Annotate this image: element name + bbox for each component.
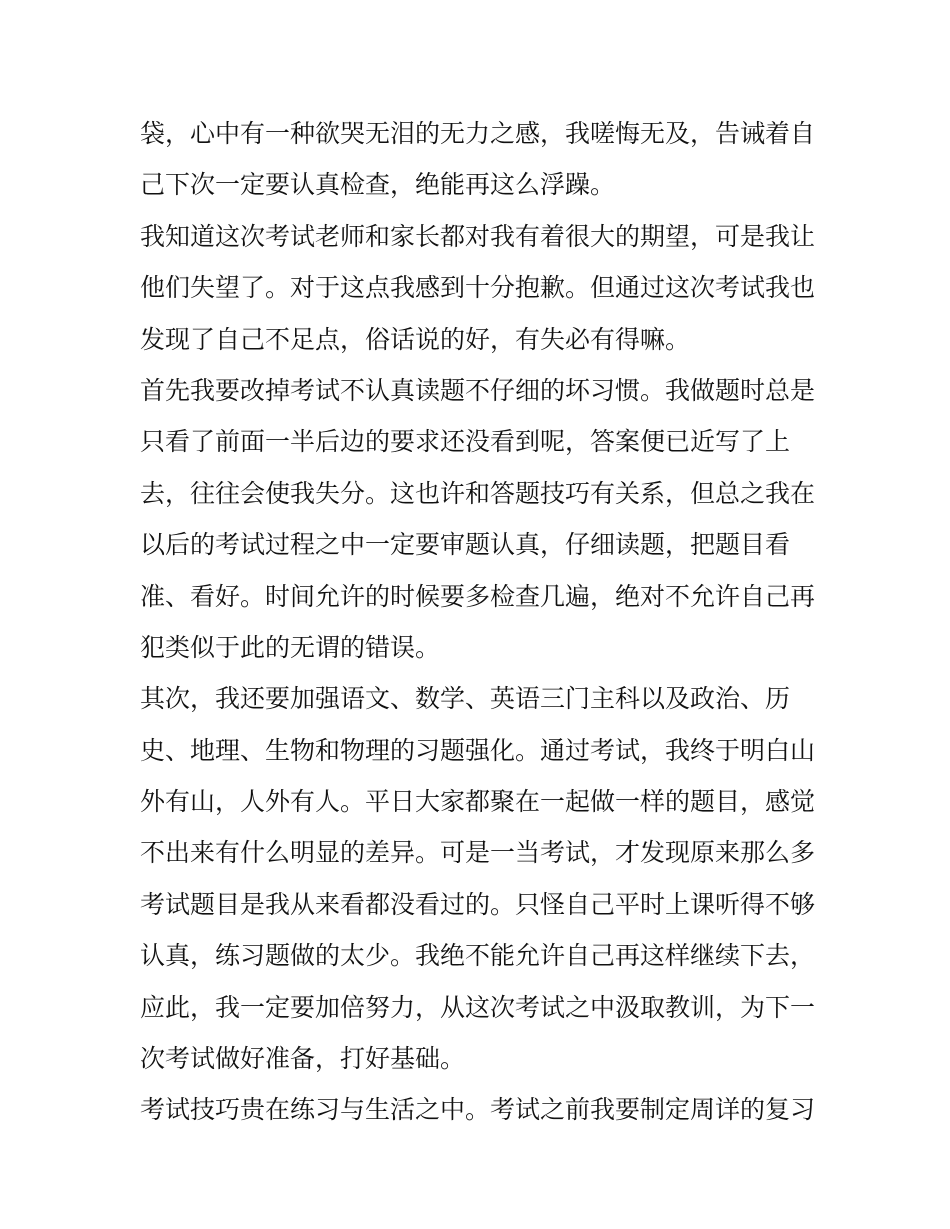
text-line-5: 发现了自己不足点，俗话说的好，有失必有得嘛。 [140, 324, 691, 354]
document-body [140, 108, 830, 1136]
text-line-1: 袋，心中有一种欲哭无泪的无力之感，我嗟悔无及，告诫着自 [140, 119, 816, 148]
text-line-2: 己下次一定要认真检查，绝能再这么浮躁。 [140, 170, 616, 200]
text-line-10: 准、看好。时间允许的时候要多检查几遍，绝对不允许自己再 [140, 581, 816, 611]
text-line-7: 只看了前面一半后边的要求还没看到呢，答案便已近写了上 [140, 427, 791, 457]
text-line-15: 不出来有什么明显的差异。可是一当考试，才发现原来那么多 [140, 838, 816, 868]
text-line-9: 以后的考试过程之中一定要审题认真，仔细读题，把题目看 [140, 530, 791, 560]
text-line-13: 史、地理、生物和物理的习题强化。通过考试，我终于明白山 [140, 735, 816, 765]
text-line-17: 认真，练习题做的太少。我绝不能允许自己再这样继续下去， [140, 941, 816, 971]
text-line-19: 次考试做好准备，打好基础。 [140, 1044, 466, 1074]
text-line-6: 首先我要改掉考试不认真读题不仔细的坏习惯。我做题时总是 [140, 375, 816, 405]
text-line-20: 考试技巧贵在练习与生活之中。考试之前我要制定周详的复习 [140, 1095, 816, 1125]
text-line-8: 去，往往会使我失分。这也许和答题技巧有关系，但总之我在 [140, 478, 816, 508]
text-line-14: 外有山，人外有人。平日大家都聚在一起做一样的题目，感觉 [140, 787, 816, 817]
text-line-4: 他们失望了。对于这点我感到十分抱歉。但通过这次考试我也 [140, 273, 816, 303]
text-line-18: 应此，我一定要加倍努力，从这次考试之中汲取教训，为下一 [140, 992, 816, 1022]
text-line-3: 我知道这次考试老师和家长都对我有着很大的期望，可是我让 [140, 221, 816, 251]
text-line-12: 其次，我还要加强语文、数学、英语三门主科以及政治、历 [140, 684, 791, 714]
text-line-16: 考试题目是我从来看都没看过的。只怪自己平时上课听得不够 [140, 889, 816, 919]
text-line-11: 犯类似于此的无谓的错误。 [140, 632, 441, 662]
